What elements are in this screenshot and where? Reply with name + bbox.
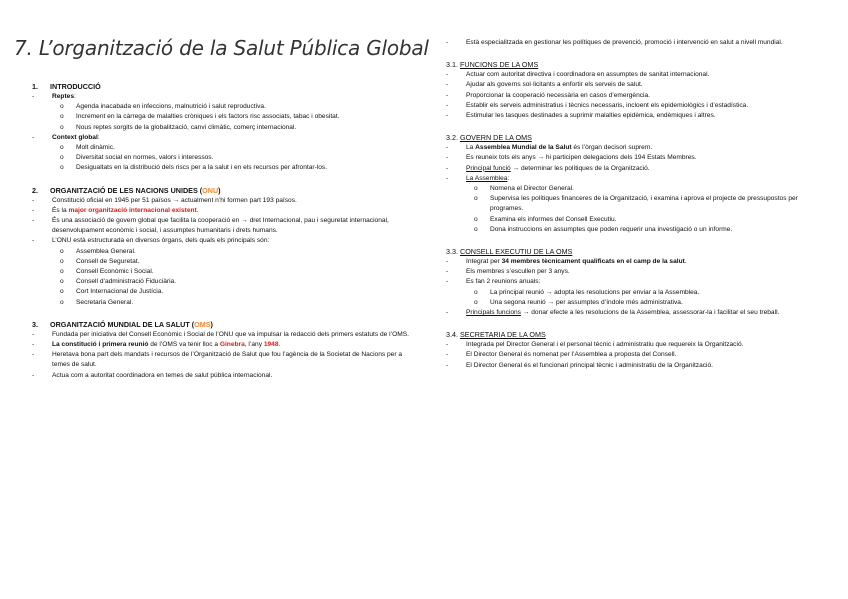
list-item: - Context global: [32, 133, 412, 143]
list-item: o Diversitat social en normes, valors i interessos. [32, 153, 412, 163]
assemblea-list [446, 184, 826, 235]
list-item: - Actua com a autoritat coordinadora en temes de salut pública internacional. [32, 371, 412, 381]
list-item: o La principal reunió → adopta les resolucions per enviar a la Assemblea. [446, 288, 826, 298]
list-item: - Establir els serveis administratius i tècnics necessaris, incloent els epidemiològics i d’estadística. [446, 101, 826, 111]
list-item: - Està especialitzada en gestionar les polítiques de prevenció, promoció i intervenció en salut a nivell mundial. [446, 38, 826, 48]
list-item: - Reptes: [32, 92, 412, 102]
list-item: - Principal funció → determinar les polítiques de la Organització. [446, 164, 826, 174]
list-item: - Proporcionar la cooperació necessària en casos d’emergència. [446, 91, 826, 101]
reunions-list [446, 288, 826, 308]
list-item: o Secretaria General. [32, 298, 412, 308]
section-1-list [32, 92, 412, 102]
list-item: - Principals funcions → donar efecte a les resolucions de la Assemblea, assessorar-la i facilitar el seu treball. [446, 308, 826, 318]
section-3-4-list [446, 340, 826, 371]
list-item: - Constitució oficial en 1945 per 51 països → actualment n’hi formen part 193 països. [32, 196, 412, 206]
list-item: o Increment en la càrrega de malalties cròniques i els factors risc associats, tabac i obesitat. [32, 112, 412, 122]
section-3-3-heading: 3.3. CONSELL EXECUTIU DE LA OMS [446, 247, 573, 257]
list-item: - Ajudar als governs sol·licitants a enfortir els serveis de salut. [446, 80, 826, 90]
list-item: - Heretava bona part dels mandats i recursos de l’Organització de Salut que fou l’agència de la Societat de Nacions per a temes de salut. [32, 350, 412, 370]
section-3-3-list-end [446, 308, 826, 318]
list-item: - La Assemblea Mundial de la Salut és l’òrgan decisori suprem. [446, 143, 826, 153]
list-item: - La constitució i primera reunió de l’OMS va tenir lloc a Ginebra, l’any 1948. [32, 340, 412, 350]
section-3-heading: 3. ORGANITZACIÓ MUNDIAL DE LA SALUT (OMS) [32, 319, 213, 329]
list-item: - Fundada per iniciativa del Consell Econòmic i Social de l’ONU que va impulsar la redacció dels primers estatuts de l’OMS. [32, 330, 412, 340]
context-list [32, 143, 412, 174]
list-item: o Nous reptes sorgits de la globalització, canvi climàtic, comerç internacional. [32, 123, 412, 133]
section-2-list [32, 196, 412, 247]
list-item: o Cort Internacional de Justícia. [32, 287, 412, 297]
list-item: - Els membres s’escullen per 3 anys. [446, 267, 826, 277]
list-item: o Assemblea General. [32, 247, 412, 257]
list-item: o Molt dinàmic. [32, 143, 412, 153]
oms-continuation-list [446, 38, 826, 48]
section-3-2-heading: 3.2. GOVERN DE LA OMS [446, 133, 532, 143]
list-item: o Consell Econòmic i Social. [32, 267, 412, 277]
list-item: o Dona instruccions en assumptes que poden requerir una investigació o un informe. [446, 225, 826, 235]
page-title: 7. L’organització de la Salut Pública Global [14, 36, 429, 60]
list-item: - Es fan 2 reunions anuals: [446, 277, 826, 287]
section-3-4-heading: 3.4. SECRETARIA DE LA OMS [446, 330, 546, 340]
list-item: o Examina els informes del Consell Executiu. [446, 215, 826, 225]
section-3-1-list [446, 70, 826, 121]
list-item: - Integrada pel Director General i el personal tècnic i administratiu que requereix la Organització. [446, 340, 826, 350]
list-item: o Desigualtats en la distribució dels riscs per a la salut i en els recursos per afrontar-los. [32, 163, 412, 173]
list-item: - Es reuneix tots els anys → hi participen delegacions dels 194 Estats Membres. [446, 153, 826, 163]
list-item: - És una associació de govern global que facilita la cooperació en → dret Internacional, pau i seguretat internacional, desenvolupament econòmic i social, i assumptes humanitaris i drets humans. [32, 216, 412, 236]
list-item: o Nomena el Director General. [446, 184, 826, 194]
section-1-heading: 1. INTRODUCCIÓ [32, 82, 101, 91]
list-item: o Agenda inacabada en infeccions, malnutrició i salut reproductiva. [32, 102, 412, 112]
list-item: o Consell de Seguretat. [32, 257, 412, 267]
list-item: - L’ONU està estructurada en diversos òrgans, dels quals els principals són: [32, 236, 412, 246]
section-2-heading: 2. ORGANITZACIÓ DE LES NACIONS UNIDES (ONU) [32, 185, 221, 195]
list-item: o Consell d’administració Fiduciària. [32, 277, 412, 287]
list-item: - Integrat per 34 membres tècnicament qualificats en el camp de la salut. [446, 257, 826, 267]
list-item: - És la major organització internacional existent. [32, 206, 412, 216]
section-3-2-list [446, 143, 826, 184]
list-item: - El Director General és nomenat per l’Assemblea a proposta del Consell. [446, 350, 826, 360]
list-item: o Supervisa les polítiques financeres de la Organització, i examina i aprova el projecte de pressupostos per programes. [446, 194, 826, 214]
section-3-1-heading: 3.1. FUNCIONS DE LA OMS [446, 60, 539, 70]
list-item: - Actuar com autoritat directiva i coordinadora en assumptes de sanitat internacional. [446, 70, 826, 80]
organs-list [32, 247, 412, 308]
list-item: o Una segona reunió → per assumptes d’índole més administrativa. [446, 298, 826, 308]
left-column [32, 82, 412, 381]
section-3-3-list [446, 257, 826, 288]
reptes-list [32, 102, 412, 133]
list-item: - Estimular les tasques destinades a suprimir malalties epidèmica, endèmiques i altres. [446, 111, 826, 121]
context-heading-list [32, 133, 412, 143]
list-item: - La Assemblea: [446, 174, 826, 184]
section-3-list [32, 330, 412, 381]
right-column [446, 38, 826, 371]
list-item: - El Director General és el funcionari principal tècnic i administratiu de la Organització. [446, 361, 826, 371]
